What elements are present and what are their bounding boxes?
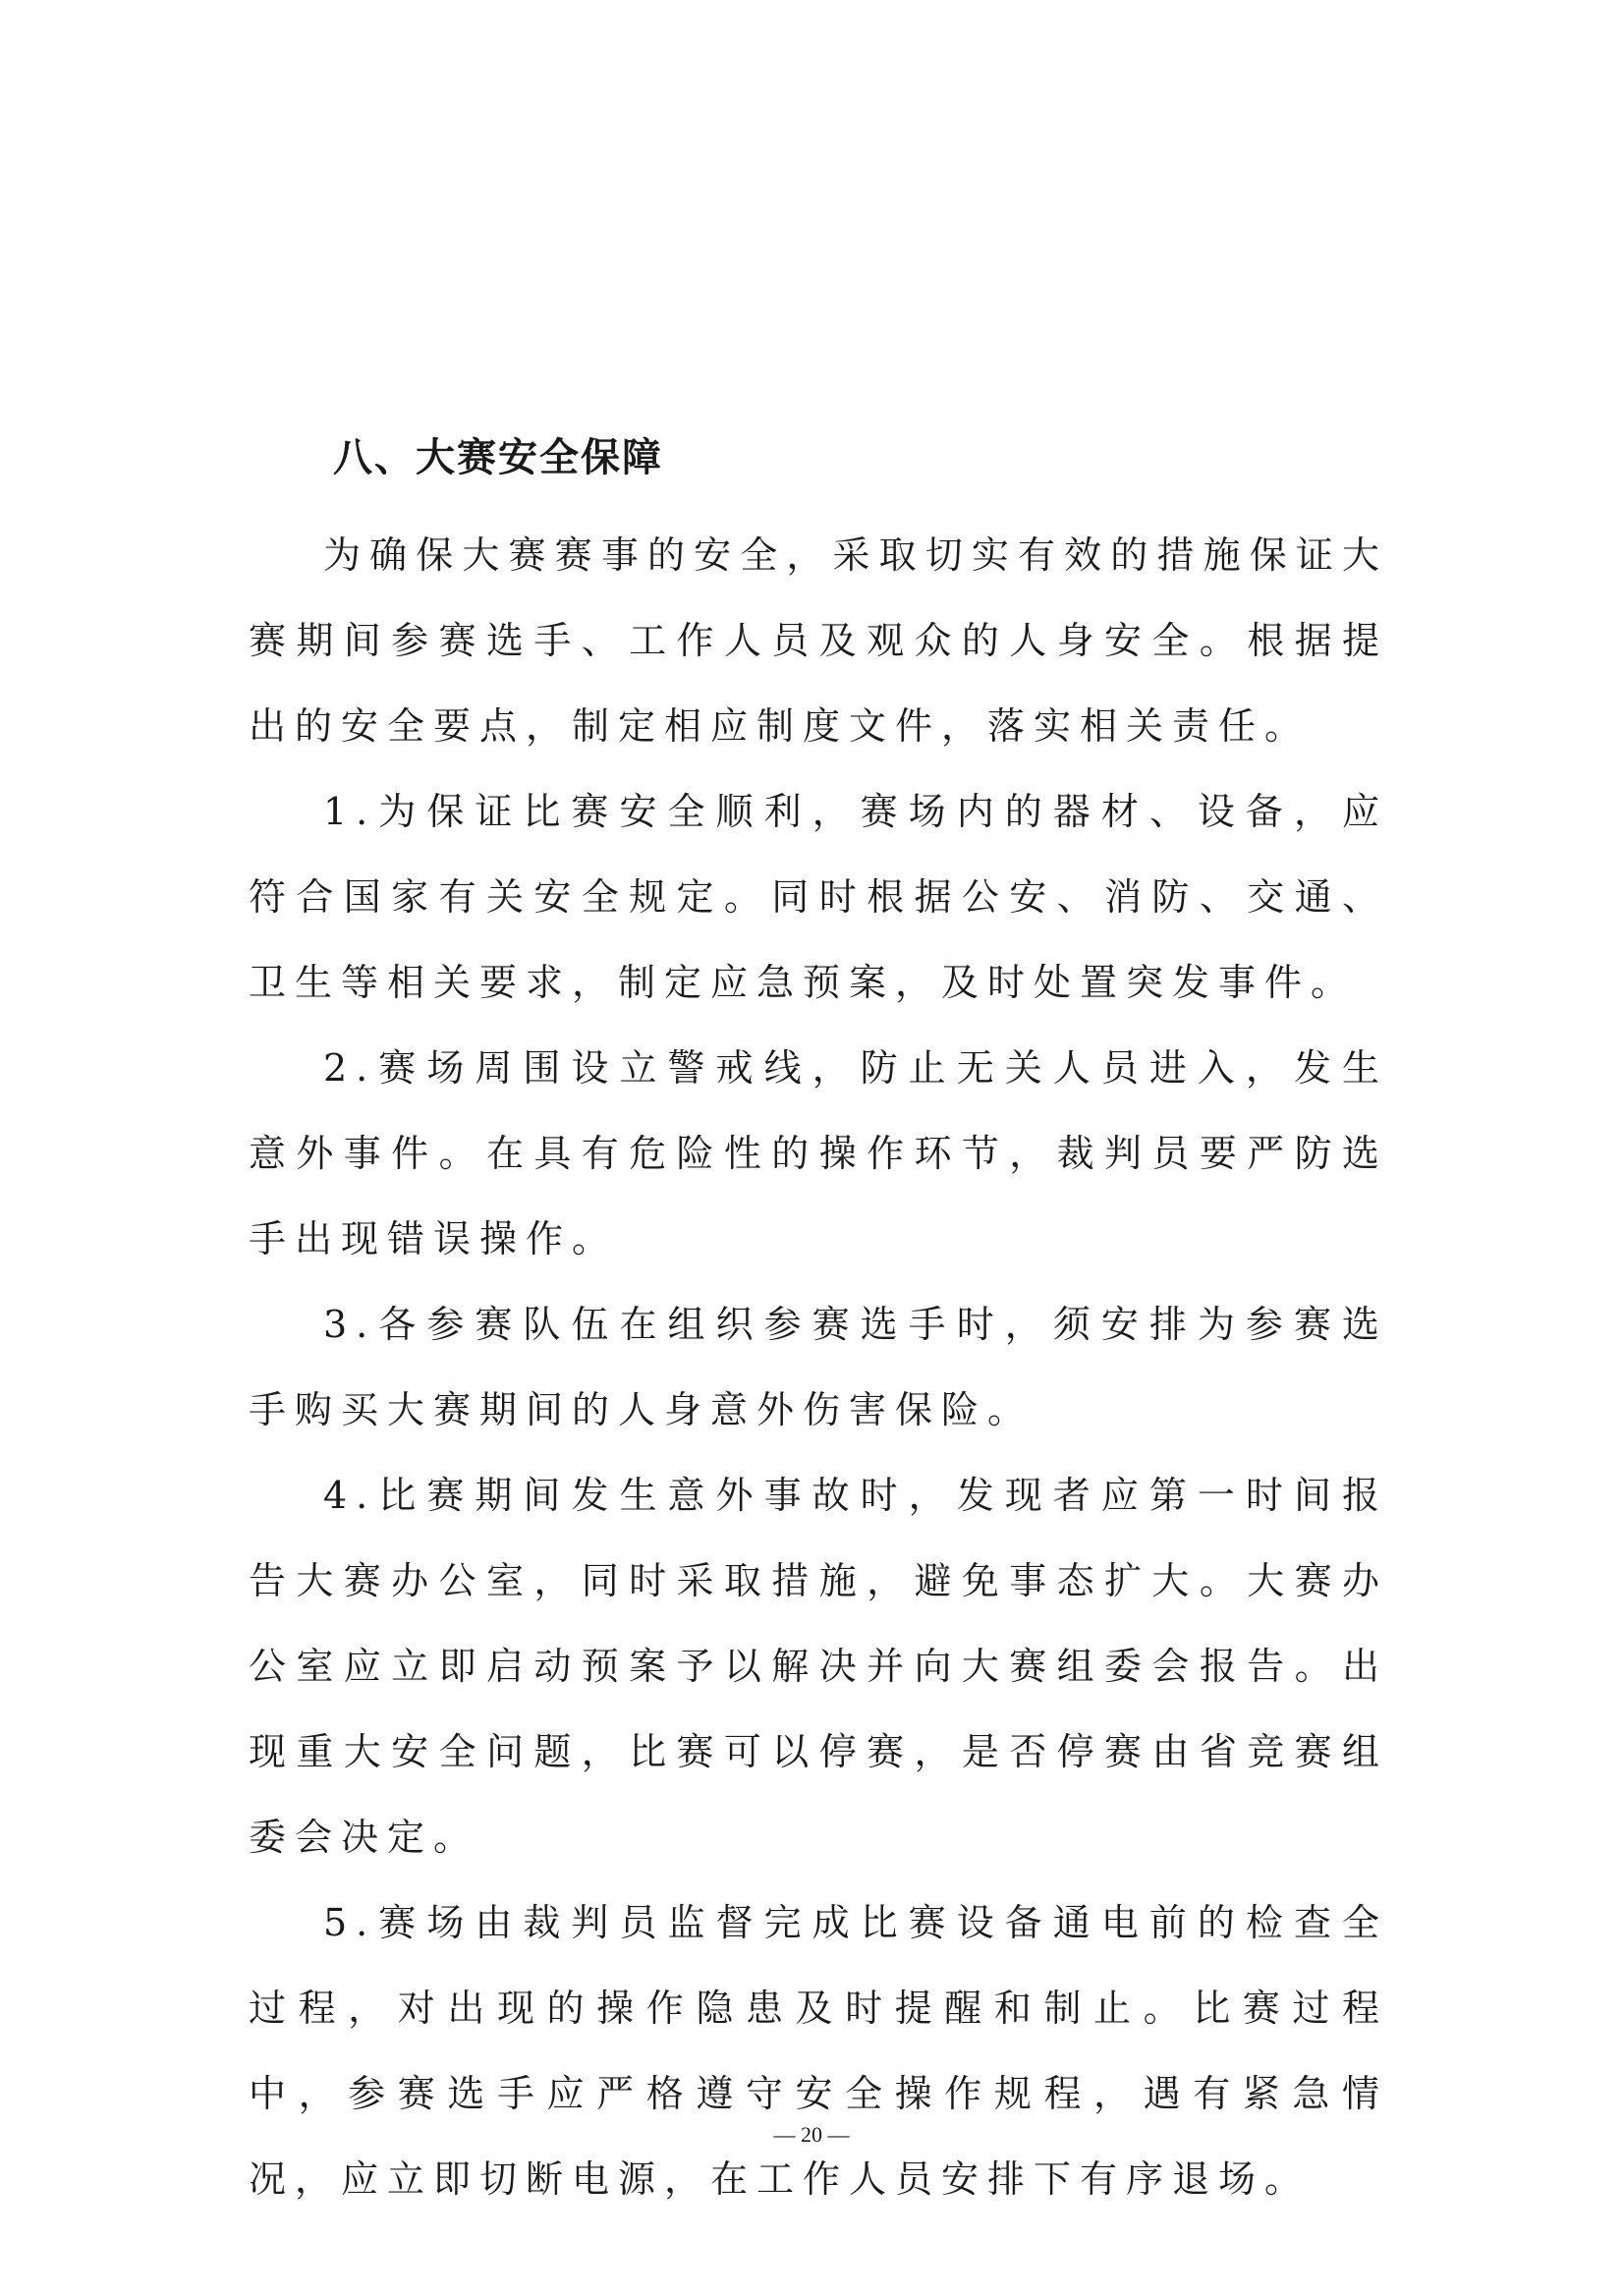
paragraph-item-1: 1.为保证比赛安全顺利，赛场内的器材、设备，应符合国家有关安全规定。同时根据公安、消防、交通、卫生等相关要求，制定应急预案，及时处置突发事件。: [249, 790, 1388, 1004]
paragraph-item-3: 3.各参赛队伍在组织参赛选手时，须安排为参赛选手购买大赛期间的人身意外伤害保险。: [249, 1303, 1388, 1431]
paragraph-intro: 为确保大赛赛事的安全，采取切实有效的措施保证大赛期间参赛选手、工作人员及观众的人身安全。根据提出的安全要点，制定相应制度文件，落实相关责任。: [249, 533, 1388, 748]
paragraph-item-2: 2.赛场周围设立警戒线，防止无关人员进入，发生意外事件。在具有危险性的操作环节，裁判员要严防选手出现错误操作。: [249, 1046, 1388, 1260]
paragraph-item-4: 4.比赛期间发生意外事故时，发现者应第一时间报告大赛办公室，同时采取措施，避免事态扩大。大赛办公室应立即启动预案予以解决并向大赛组委会报告。出现重大安全问题，比赛可以停赛，是否停赛由省竞赛组委会决定。: [249, 1474, 1388, 1859]
page-number: — 20 —: [773, 2122, 850, 2147]
section-heading: 八、大赛安全保障: [333, 435, 663, 480]
paragraph-item-5: 5.赛场由裁判员监督完成比赛设备通电前的检查全过程，对出现的操作隐患及时提醒和制止。比赛过程中，参赛选手应严格遵守安全操作规程，遇有紧急情况，应立即切断电源，在工作人员安排下有序退场。: [249, 1901, 1388, 2201]
document-body: [249, 428, 1388, 2222]
